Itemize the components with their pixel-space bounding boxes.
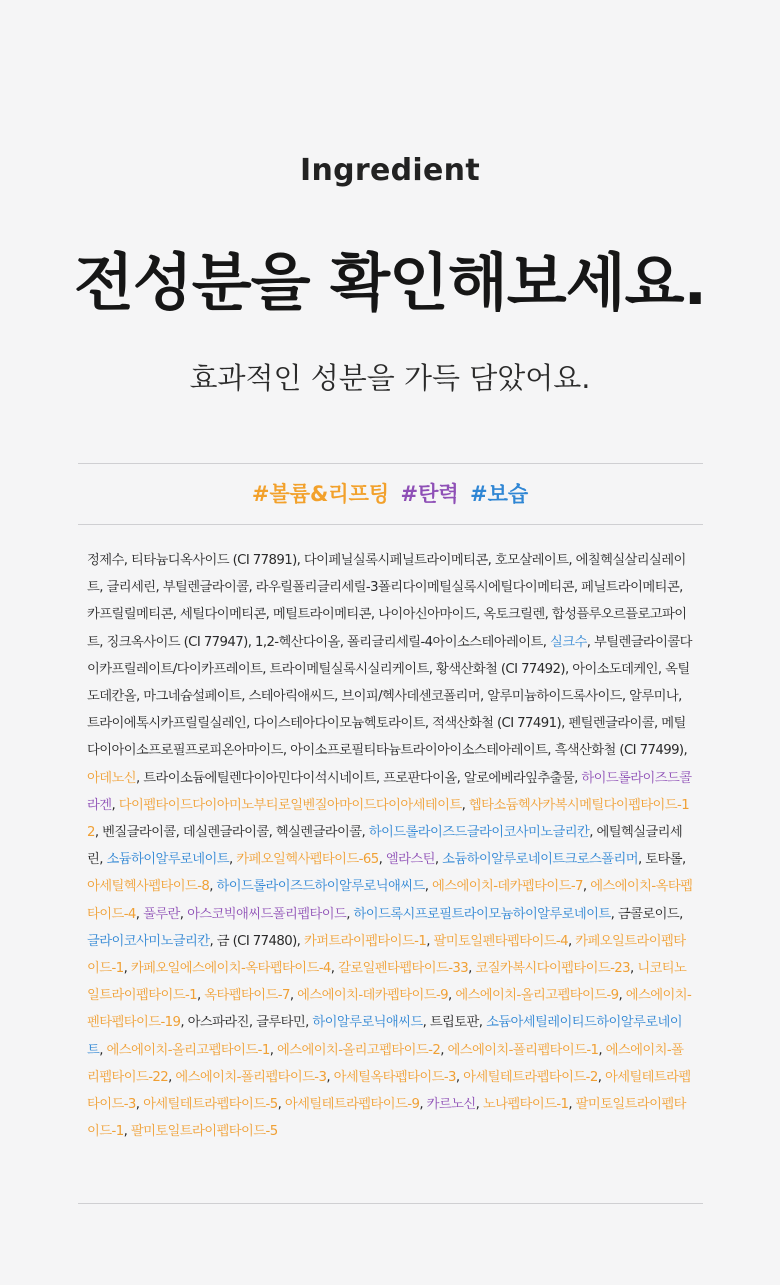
highlighted-ingredient: 니코티노일트라이펩타이드-1 [87, 961, 687, 1004]
highlighted-ingredient: 아세틸테트라펩타이드-3 [87, 1069, 691, 1113]
highlighted-ingredient: 하이알루로닉애씨드 [312, 1015, 423, 1031]
ingredient-text: , [209, 879, 217, 895]
ingredient-text: , [568, 933, 576, 949]
ingredient-text: , [123, 1124, 131, 1140]
ingredient-text: , 부틸렌글라이콜다이카프릴레이트/다이카프레이트, 트라이메틸실록시실리케이트, 황색산화철 (CI 77492), 아이소도데케인, 옥틸도데칸올, 마그네슘설페이트, 스테아릭애씨드, 브이피/헥사데센코폴리머, 알루미늄하이드록사이드, 알루미나, 트라이에톡시카프릴릴실레인, 다이스테아다이모늄헥토라이트, 적색산화철 (CI 77491), 펜틸렌글라이콜, 메틸다이아이소프로필프로피온아마이드, 아이소프로필티타늄트라이아이소스테아레이트, 흑색산화철 (CI 77499), [87, 634, 692, 759]
ingredient-text: , [455, 1069, 464, 1085]
ingredient-text: , 토타롤, [638, 852, 686, 868]
ingredient-text: , [475, 1097, 483, 1113]
ingredient-text: , [440, 1042, 448, 1058]
highlighted-ingredient: 카퍼트라이펩타이드-1 [303, 933, 427, 949]
highlighted-ingredient: 아세틸테트라펩타이드-9 [284, 1097, 420, 1113]
highlighted-ingredient: 팔미토일트라이펩타이드-5 [130, 1124, 278, 1140]
ingredient-text: , [123, 961, 131, 977]
ingredient-text: , [448, 988, 456, 1004]
highlighted-ingredient: 옥타펩타이드-7 [204, 988, 290, 1004]
ingredient-text: , [228, 852, 237, 868]
highlighted-ingredient: 아세틸옥타펩타이드-3 [333, 1069, 456, 1085]
highlighted-ingredient: 아세틸헥사펩타이드-8 [87, 879, 210, 895]
ingredient-text: , [111, 797, 119, 813]
highlighted-ingredient: 카페오일트라이펩타이드-1 [87, 933, 686, 977]
highlighted-ingredient: 에스에이치-올리고펩타이드-2 [276, 1042, 441, 1058]
tag-volume-lifting: #볼륨&리프팅 [251, 482, 390, 506]
ingredient-text: 정제수, 티타늄디옥사이드 (CI 77891), 다이페닐실록시페닐트라이메티콘, 호모살레이트, 에칠헥실살리실레이트, 글리세린, 부틸렌글라이콜, 라우릴폴리글리세릴-3폴리다이메틸실록시에틸다이메티콘, 페닐트라이메티콘, 카프릴릴메티콘, 세틸다이메티콘, 메틸트라이메티콘, 나이아신아마이드, 옥토크릴렌, 합성플루오르플로고파이트, 징크옥사이드 (CI 77947), 1,2-헥산다이올, 폴리글리세릴-4아이소스테아레이트, [87, 553, 687, 650]
highlighted-ingredient: 소듐하이알루로네이트크로스폴리머 [442, 852, 639, 868]
ingredient-text: , [630, 961, 638, 977]
ingredient-text: , [434, 852, 443, 868]
highlighted-ingredient: 엘라스틴 [385, 852, 435, 868]
page-title: 전성분을 확인해보세요. [73, 246, 707, 319]
highlighted-ingredient: 에스에이치-데카펩타이드-7 [431, 879, 583, 895]
highlighted-ingredient: 에스에이치-펜타펩타이드-19 [87, 988, 692, 1031]
ingredient-text: , [424, 879, 432, 895]
ingredient-text: , [568, 1097, 576, 1113]
highlighted-ingredient: 에스에이치-옥타펩타이드-4 [87, 879, 693, 922]
ingredient-text: , 에틸헥실글리세린, [87, 825, 683, 868]
ingredient-text: , [419, 1097, 427, 1113]
ingredient-text: , [330, 961, 339, 977]
highlighted-ingredient: 헵타소듐헥사카복시메틸다이펩타이드-12 [87, 797, 690, 841]
highlighted-ingredient: 아세틸테트라펩타이드-2 [463, 1069, 598, 1085]
ingredient-text: , [326, 1069, 334, 1085]
divider-middle [78, 524, 703, 525]
highlighted-ingredient: 카르노신 [426, 1097, 476, 1113]
highlighted-ingredient: 글라이코사미노글리칸 [87, 933, 210, 949]
ingredient-text: , [179, 906, 188, 922]
ingredient-text: , [598, 1042, 606, 1058]
tag-moisture: #보습 [469, 482, 529, 506]
ingredient-text: , [277, 1097, 285, 1113]
ingredient-text: , [582, 879, 591, 895]
ingredient-text: , [135, 906, 144, 922]
ingredient-text: , [289, 988, 298, 1004]
ingredient-text: , 금콜로이드, [610, 906, 683, 922]
section-eyebrow: Ingredient [300, 153, 480, 188]
highlighted-ingredient: 에스에이치-폴리펩타이드-3 [175, 1069, 327, 1085]
tag-elasticity: #탄력 [400, 482, 459, 506]
ingredient-text: , [426, 933, 434, 949]
ingredient-text: , [468, 961, 476, 977]
highlighted-ingredient: 에스에이치-데카펩타이드-9 [297, 988, 449, 1004]
ingredient-text: , 아스파라진, 글루타민, [180, 1015, 313, 1031]
highlighted-ingredient: 아세틸테트라펩타이드-5 [143, 1097, 278, 1113]
divider-top [78, 463, 703, 464]
highlighted-ingredient: 하이드롤라이즈드하이알루로닉애씨드 [216, 879, 425, 895]
ingredient-text: , [461, 797, 469, 813]
ingredient-text: , 금 (CI 77480), [209, 933, 304, 949]
ingredient-text: , [597, 1069, 605, 1085]
ingredient-text: , [135, 1097, 144, 1113]
ingredient-text: , [346, 906, 354, 922]
highlighted-ingredient: 에스에이치-올리고펩타이드-9 [455, 988, 619, 1004]
highlighted-ingredient: 풀루란 [143, 906, 180, 922]
page-subtitle: 효과적인 성분을 가득 담았어요. [189, 361, 591, 395]
highlighted-ingredient: 카페오일헥사펩타이드-65 [236, 852, 379, 868]
ingredient-text: , [168, 1069, 176, 1085]
highlighted-ingredient: 아데노신 [87, 770, 136, 786]
highlighted-ingredient: 팔미토일펜타펩타이드-4 [433, 933, 568, 949]
ingredient-text: , [197, 988, 205, 1004]
ingredient-list [87, 547, 693, 1145]
highlighted-ingredient: 실크수 [549, 634, 587, 650]
divider-bottom [78, 1203, 703, 1204]
highlighted-ingredient: 코질카복시다이펩타이드-23 [475, 961, 631, 977]
highlighted-ingredient: 갈로일펜타펩타이드-33 [338, 961, 469, 977]
highlighted-ingredient: 팔미토일트라이펩타이드-1 [87, 1097, 686, 1140]
tag-row [0, 478, 780, 510]
ingredient-text: , [99, 1042, 107, 1058]
highlighted-ingredient: 하이드록시프로필트라이모늄하이알루로네이트 [353, 906, 611, 922]
highlighted-ingredient: 아스코빅애씨드폴리펩타이드 [187, 906, 347, 922]
ingredient-text: , [618, 988, 626, 1004]
highlighted-ingredient: 에스에이치-폴리펩타이드-1 [447, 1042, 599, 1058]
highlighted-ingredient: 노나펩타이드-1 [482, 1097, 569, 1113]
highlighted-ingredient: 소듐하이알루로네이트 [106, 852, 229, 868]
ingredient-text: , 벤질글라이콜, 데실렌글라이콜, 헥실렌글라이콜, [94, 825, 369, 841]
highlighted-ingredient: 하이드롤라이즈드글라이코사미노글리칸 [368, 825, 590, 841]
highlighted-ingredient: 다이펩타이드다이아미노부티로일벤질아마이드다이아세테이트 [118, 797, 462, 813]
highlighted-ingredient: 에스에이치-폴리펩타이드-22 [87, 1042, 684, 1085]
highlighted-ingredient: 하이드롤라이즈드콜라겐 [87, 770, 692, 813]
ingredient-text: , 트라이소듐에틸렌다이아민다이석시네이트, 프로판다이올, 알로에베라잎추출물, [135, 770, 582, 786]
ingredient-text: , 트립토판, [422, 1015, 487, 1031]
highlighted-ingredient: 카페오일에스에이치-옥타펩타이드-4 [130, 961, 331, 977]
highlighted-ingredient: 소듐아세틸레이티드하이알루로네이트 [87, 1015, 682, 1058]
ingredient-text: , [269, 1042, 277, 1058]
highlighted-ingredient: 에스에이치-올리고펩타이드-1 [106, 1042, 270, 1058]
ingredient-text: , [378, 852, 386, 868]
